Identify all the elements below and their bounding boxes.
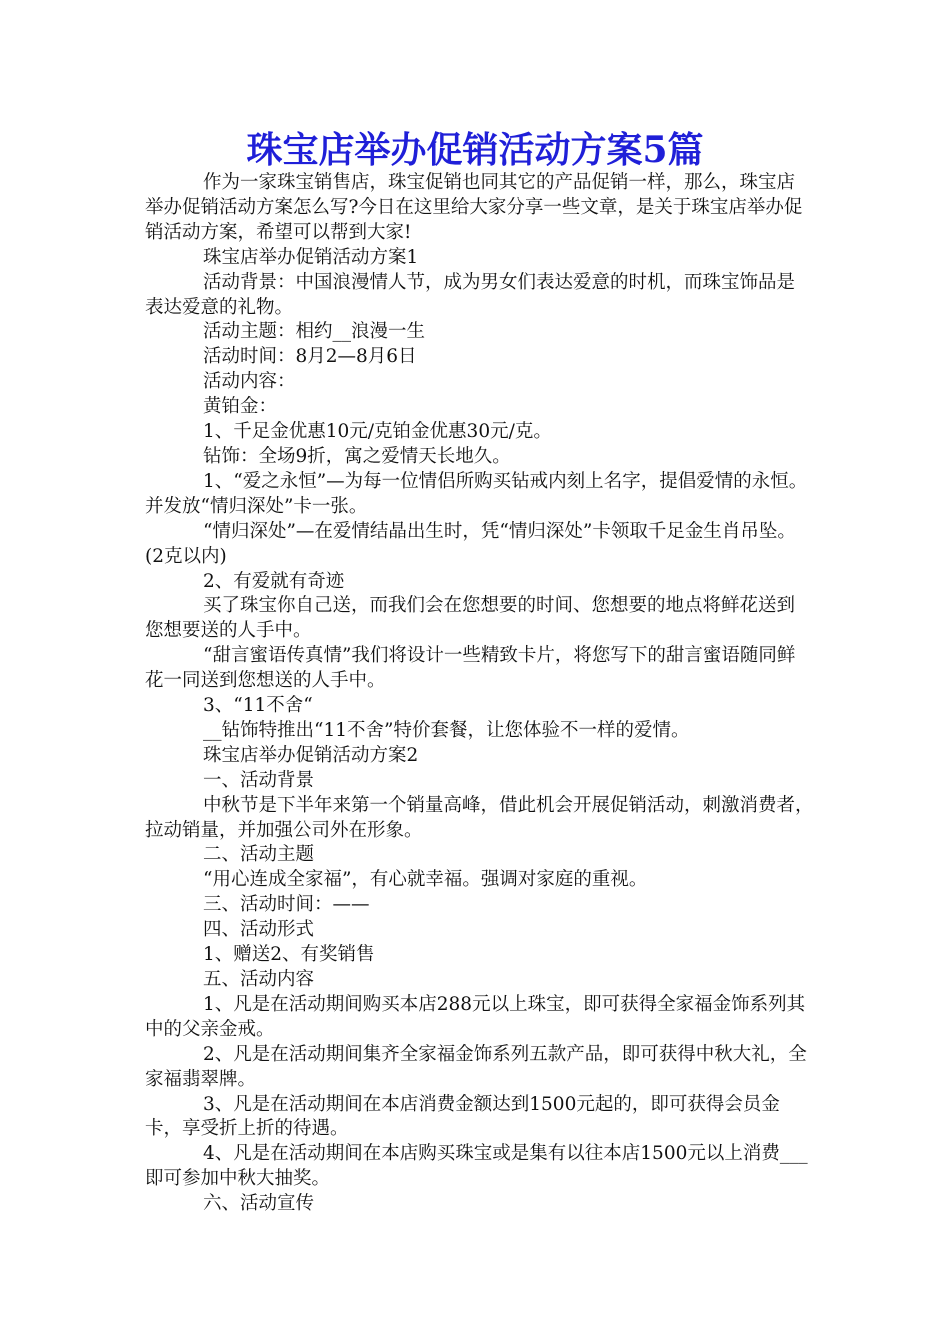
paragraph: 钻饰：全场9折，寓之爱情天长地久。 xyxy=(203,445,511,467)
paragraph: 1、凡是在活动期间购买本店288元以上珠宝，即可获得全家福金饰系列其中的父亲金戒。 xyxy=(145,993,806,1040)
paragraph: 中秋节是下半年来第一个销量高峰，借此机会开展促销活动，刺激消费者，拉动销量，并加强公司外在形象。 xyxy=(145,794,814,841)
paragraph: 2、凡是在活动期间集齐全家福金饰系列五款产品，即可获得中秋大礼，全家福翡翠牌。 xyxy=(145,1043,807,1090)
paragraph: 1、“爱之永恒”—为每一位情侣所购买钻戒内刻上名字，提倡爱情的永恒。并发放“情归深处”卡一张。 xyxy=(145,470,808,517)
paragraph: 黄铂金： xyxy=(203,396,278,418)
paragraph: 三、活动时间：—— xyxy=(203,894,370,916)
paragraph: 珠宝店举办促销活动方案1 xyxy=(203,246,419,268)
paragraph: 1、赠送2、有奖销售 xyxy=(203,944,375,966)
paragraph: 二、活动主题 xyxy=(203,844,315,866)
paragraph: “用心连成全家福”，有心就幸福。强调对家庭的重视。 xyxy=(203,869,648,891)
paragraph: 五、活动内容 xyxy=(203,969,315,990)
paragraph: 活动内容： xyxy=(203,371,296,393)
paragraph: “情归深处”—在爱情结晶出生时，凭“情归深处”卡领取千足金生肖吊坠。(2克以内) xyxy=(145,520,796,567)
paragraph: 活动背景：中国浪漫情人节，成为男女们表达爱意的时机，而珠宝饰品是表达爱意的礼物。 xyxy=(145,271,796,318)
paragraph: 活动主题：相约__浪漫一生 xyxy=(203,321,426,343)
paragraph: 买了珠宝你自己送，而我们会在您想要的时间、您想要的地点将鲜花送到您想要送的人手中。 xyxy=(145,595,796,642)
document-body xyxy=(145,171,814,1217)
paragraph: 3、“11不舍“ xyxy=(203,695,313,717)
paragraph: 4、凡是在活动期间在本店购买珠宝或是集有以往本店1500元以上消费___即可参加中秋大抽奖。 xyxy=(145,1143,808,1190)
paragraph: __钻饰特推出“11不舍”特价套餐，让您体验不一样的爱情。 xyxy=(203,719,690,741)
paragraph: 珠宝店举办促销活动方案2 xyxy=(203,744,419,766)
paragraph: 3、凡是在活动期间在本店消费金额达到1500元起的，即可获得会员金卡，享受折上折的待遇。 xyxy=(145,1093,780,1140)
paragraph: 四、活动形式 xyxy=(203,919,315,941)
paragraph: 2、有爱就有奇迹 xyxy=(203,570,345,592)
paragraph: 作为一家珠宝销售店，珠宝促销也同其它的产品促销一样，那么，珠宝店举办促销活动方案怎么写?今日在这里给大家分享一些文章，是关于珠宝店举办促销活动方案，希望可以帮到大家! xyxy=(145,172,803,243)
document-title: 珠宝店举办促销活动方案5篇 xyxy=(246,129,704,171)
paragraph: 1、千足金优惠10元/克铂金优惠30元/克。 xyxy=(203,421,552,443)
paragraph: “甜言蜜语传真情”我们将设计一些精致卡片，将您写下的甜言蜜语随同鲜花一同送到您想送的人手中。 xyxy=(145,645,796,692)
paragraph: 活动时间：8月2—8月6日 xyxy=(203,346,417,368)
paragraph: 六、活动宣传 xyxy=(203,1193,315,1215)
paragraph: 一、活动背景 xyxy=(203,769,315,791)
